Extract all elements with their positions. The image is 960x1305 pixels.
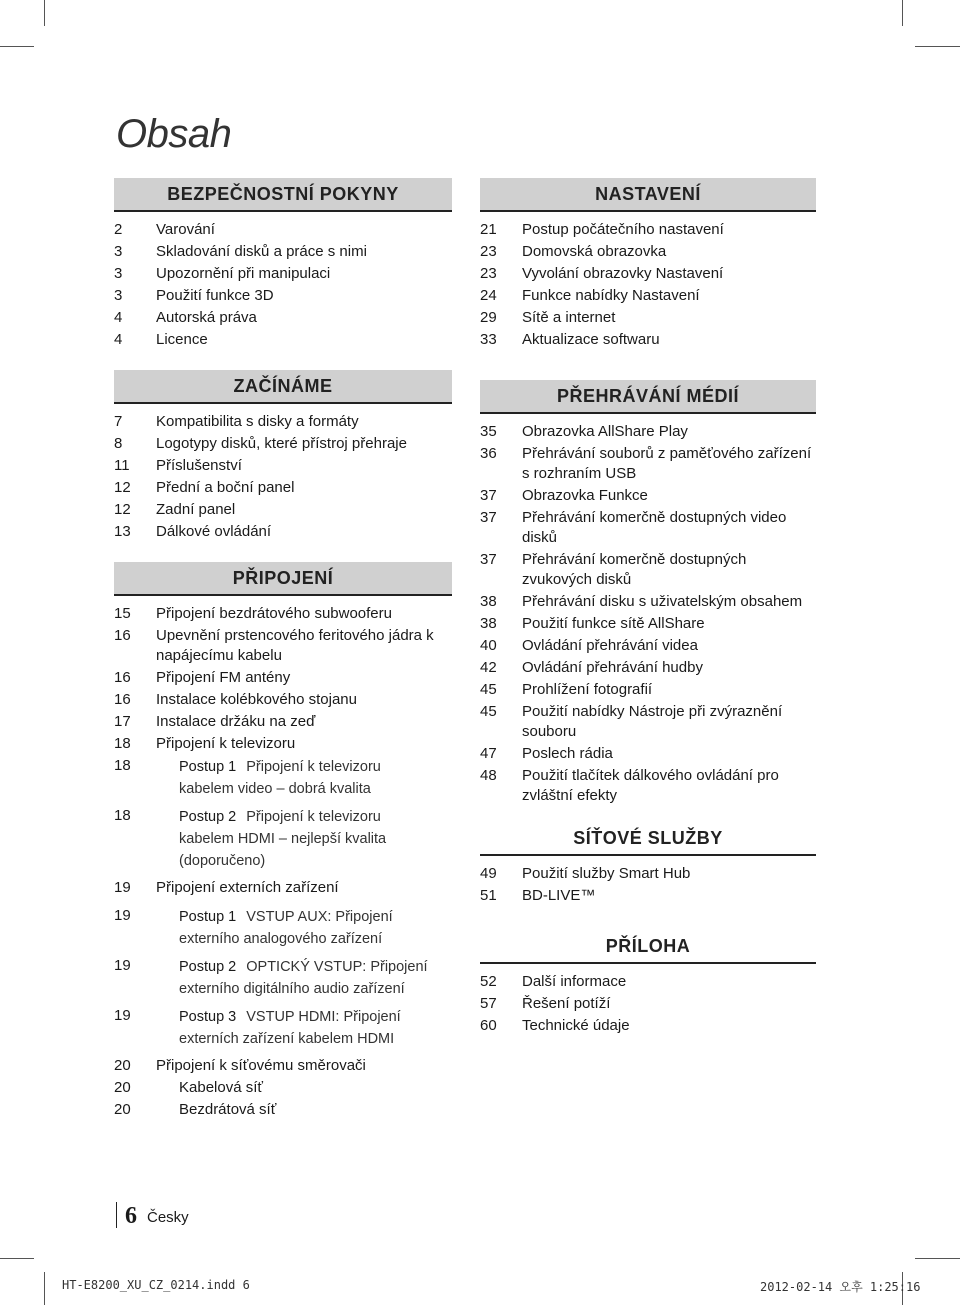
toc-page: 35 [480, 423, 497, 440]
toc-page: 18 [114, 757, 131, 774]
toc-page: 38 [480, 593, 497, 610]
toc-text: Obrazovka AllShare Play [522, 423, 688, 440]
toc-text: BD-LIVE™ [522, 887, 596, 904]
toc-page: 20 [114, 1101, 131, 1118]
toc-entry[interactable] [114, 668, 452, 688]
toc-entry[interactable] [480, 636, 816, 656]
toc-text: Logotypy disků, které přístroj přehraje [156, 435, 407, 452]
toc-entry[interactable] [114, 712, 452, 732]
toc-page: 15 [114, 605, 131, 622]
toc-text: Autorská práva [156, 309, 257, 326]
toc-page: 12 [114, 479, 131, 496]
toc-page: 51 [480, 887, 497, 904]
toc-entry[interactable] [480, 508, 816, 548]
toc-text: Upevnění prstencového feritového jádra k napájecímu kabelu [156, 627, 434, 664]
toc-page: 8 [114, 435, 123, 452]
section-heading-safety: BEZPEČNOSTNÍ POKYNY [114, 178, 452, 212]
step-desc: OPTICKÝ VSTUP: Připojení [246, 959, 428, 975]
toc-text: Bezdrátová síť [179, 1101, 277, 1118]
step-label: Postup 1 [179, 759, 237, 775]
toc-page: 12 [114, 501, 131, 518]
toc-step-entry[interactable] [114, 1006, 452, 1050]
toc-page: 47 [480, 745, 497, 762]
step-desc: externího digitálního audio zařízení [179, 981, 405, 997]
toc-text: Příslušenství [156, 457, 242, 474]
toc-text: Instalace kolébkového stojanu [156, 691, 357, 708]
toc-entry[interactable] [480, 614, 816, 634]
toc-entry[interactable] [114, 308, 452, 328]
toc-page: 19 [114, 879, 131, 896]
toc-text: Další informace [522, 973, 627, 990]
toc-text: Ovládání přehrávání videa [522, 637, 698, 654]
toc-page: 4 [114, 309, 123, 326]
toc-page: 20 [114, 1079, 131, 1096]
toc-entry[interactable] [114, 434, 452, 454]
toc-page: 52 [480, 973, 497, 990]
toc-page: 37 [480, 551, 497, 568]
toc-entry[interactable] [114, 878, 452, 898]
toc-entry[interactable] [480, 592, 816, 612]
toc-text: Přehrávání komerčně dostupných zvukových disků [522, 551, 747, 588]
section-heading-appendix: PŘÍLOHA [480, 930, 816, 964]
toc-text: Aktualizace softwaru [522, 331, 660, 348]
step-label: Postup 2 [179, 959, 237, 975]
language-label: Česky [147, 1209, 189, 1226]
toc-page: 49 [480, 865, 497, 882]
crop-mark [915, 1258, 960, 1259]
section-heading-media-playback: PŘEHRÁVÁNÍ MÉDIÍ [480, 380, 816, 414]
toc-entry[interactable] [114, 242, 452, 262]
toc-page: 38 [480, 615, 497, 632]
section-heading-settings: NASTAVENÍ [480, 178, 816, 212]
toc-text: Ovládání přehrávání hudby [522, 659, 703, 676]
page-title: Obsah [116, 112, 232, 156]
toc-text: Připojení k televizoru [156, 735, 296, 752]
toc-text: Připojení externích zařízení [156, 879, 339, 896]
toc-page: 18 [114, 807, 131, 824]
toc-page: 33 [480, 331, 497, 348]
toc-page: 20 [114, 1057, 131, 1074]
step-desc: kabelem HDMI – nejlepší kvalita [179, 831, 387, 847]
step-label: Postup 1 [179, 909, 237, 925]
toc-page: 21 [480, 221, 497, 238]
toc-text: Sítě a internet [522, 309, 616, 326]
toc-page: 36 [480, 445, 497, 462]
toc-page: 45 [480, 703, 497, 720]
toc-page: 16 [114, 669, 131, 686]
toc-entry[interactable] [114, 456, 452, 476]
toc-entry[interactable] [480, 264, 816, 284]
toc-text: Kabelová síť [179, 1079, 264, 1096]
toc-page: 13 [114, 523, 131, 540]
toc-entry[interactable] [480, 864, 816, 884]
toc-step-entry[interactable] [114, 806, 452, 872]
toc-text: Licence [156, 331, 208, 348]
toc-entry[interactable] [480, 744, 816, 764]
page-number-block [116, 1202, 189, 1228]
step-label: Postup 2 [179, 809, 237, 825]
toc-entry[interactable] [480, 766, 816, 806]
toc-entry[interactable] [114, 264, 452, 284]
toc-entry[interactable] [480, 308, 816, 328]
toc-page: 42 [480, 659, 497, 676]
step-desc: kabelem video – dobrá kvalita [179, 781, 371, 797]
toc-text: Kompatibilita s disky a formáty [156, 413, 359, 430]
toc-page: 29 [480, 309, 497, 326]
toc-page: 3 [114, 243, 123, 260]
toc-text: Použití tlačítek dálkového ovládání pro zvláštní efekty [522, 767, 779, 804]
toc-page: 4 [114, 331, 123, 348]
page-number-divider [116, 1202, 117, 1228]
toc-page: 37 [480, 509, 497, 526]
toc-entry[interactable] [480, 994, 816, 1014]
toc-entry[interactable] [114, 522, 452, 542]
print-footer-file: HT-E8200_XU_CZ_0214.indd 6 [62, 1278, 250, 1292]
toc-page: 45 [480, 681, 497, 698]
toc-entry[interactable] [114, 1100, 452, 1120]
toc-page: 57 [480, 995, 497, 1012]
toc-page: 3 [114, 287, 123, 304]
toc-text: Technické údaje [522, 1017, 630, 1034]
toc-text: Domovská obrazovka [522, 243, 667, 260]
step-desc: externích zařízení kabelem HDMI [179, 1031, 395, 1047]
toc-text: Obrazovka Funkce [522, 487, 648, 504]
toc-text: Instalace držáku na zeď [156, 713, 316, 730]
toc-text: Použití funkce 3D [156, 287, 274, 304]
toc-page: 23 [480, 265, 497, 282]
toc-text: Přehrávání disku s uživatelským obsahem [522, 593, 803, 610]
toc-text: Přední a boční panel [156, 479, 295, 496]
section-heading-getting-started: ZAČÍNÁME [114, 370, 452, 404]
toc-page: 11 [114, 457, 130, 474]
step-desc: (doporučeno) [179, 853, 266, 869]
toc-text: Varování [156, 221, 215, 238]
toc-entry[interactable] [480, 220, 816, 240]
crop-mark [902, 0, 903, 26]
toc-page: 23 [480, 243, 497, 260]
toc-text: Připojení FM antény [156, 669, 291, 686]
toc-entry[interactable] [480, 702, 816, 742]
toc-page: 19 [114, 957, 131, 974]
toc-entry[interactable] [114, 220, 452, 240]
crop-mark [44, 0, 45, 26]
toc-right-column [480, 178, 816, 1038]
step-desc: VSTUP HDMI: Připojení [246, 1009, 401, 1025]
toc-entry[interactable] [480, 444, 816, 484]
section-heading-network-services: SÍŤOVÉ SLUŽBY [480, 822, 816, 856]
toc-entry[interactable] [114, 626, 452, 666]
step-desc: externího analogového zařízení [179, 931, 383, 947]
toc-text: Připojení k síťovému směrovači [156, 1057, 366, 1074]
toc-entry[interactable] [480, 550, 816, 590]
toc-text: Použití služby Smart Hub [522, 865, 691, 882]
toc-page: 3 [114, 265, 123, 282]
toc-page: 24 [480, 287, 497, 304]
section-heading-connections: PŘIPOJENÍ [114, 562, 452, 596]
toc-text: Zadní panel [156, 501, 236, 518]
toc-page: 40 [480, 637, 497, 654]
toc-text: Poslech rádia [522, 745, 613, 762]
toc-text: Přehrávání souborů z paměťového zařízení s rozhraním USB [522, 445, 812, 482]
step-desc: VSTUP AUX: Připojení [246, 909, 393, 925]
toc-entry[interactable] [114, 330, 452, 350]
toc-entry[interactable] [114, 478, 452, 498]
toc-entry[interactable] [480, 680, 816, 700]
crop-mark [44, 1272, 45, 1305]
toc-page: 19 [114, 1007, 131, 1024]
toc-page: 60 [480, 1017, 497, 1034]
crop-mark [0, 46, 34, 47]
toc-entry[interactable] [114, 1078, 452, 1098]
toc-left-column [114, 178, 452, 1122]
crop-mark [915, 46, 960, 47]
toc-entry[interactable] [114, 690, 452, 710]
toc-step-entry[interactable] [114, 756, 452, 800]
toc-entry[interactable] [480, 658, 816, 678]
step-desc: Připojení k televizoru [246, 759, 381, 775]
toc-entry[interactable] [480, 422, 816, 442]
toc-entry[interactable] [114, 412, 452, 432]
toc-entry[interactable] [480, 286, 816, 306]
toc-text: Vyvolání obrazovky Nastavení [522, 265, 724, 282]
toc-entry[interactable] [480, 1016, 816, 1036]
toc-step-entry[interactable] [114, 906, 452, 950]
toc-text: Přehrávání komerčně dostupných video disků [522, 509, 787, 546]
toc-text: Funkce nabídky Nastavení [522, 287, 700, 304]
toc-entry[interactable] [480, 330, 816, 350]
toc-entry[interactable] [114, 1056, 452, 1076]
toc-entry[interactable] [480, 972, 816, 992]
print-footer-timestamp: 2012-02-14 오후 1:25:16 [760, 1280, 921, 1294]
toc-page: 18 [114, 735, 131, 752]
toc-text: Prohlížení fotografií [522, 681, 653, 698]
toc-text: Použití nabídky Nástroje při zvýraznění souboru [522, 703, 783, 740]
step-desc: Připojení k televizoru [246, 809, 381, 825]
crop-mark [0, 1258, 34, 1259]
toc-page: 16 [114, 691, 131, 708]
toc-entry[interactable] [480, 486, 816, 506]
toc-page: 19 [114, 907, 131, 924]
toc-entry[interactable] [114, 604, 452, 624]
step-label: Postup 3 [179, 1009, 237, 1025]
toc-text: Řešení potíží [522, 995, 611, 1012]
toc-entry[interactable] [480, 886, 816, 906]
toc-text: Připojení bezdrátového subwooferu [156, 605, 392, 622]
toc-page: 16 [114, 627, 131, 644]
toc-step-entry[interactable] [114, 956, 452, 1000]
toc-page: 2 [114, 221, 123, 238]
toc-entry[interactable] [480, 242, 816, 262]
toc-text: Postup počátečního nastavení [522, 221, 724, 238]
toc-entry[interactable] [114, 500, 452, 520]
toc-page: 17 [114, 713, 131, 730]
page-number: 6 [125, 1203, 137, 1229]
toc-entry[interactable] [114, 286, 452, 306]
toc-text: Dálkové ovládání [156, 523, 272, 540]
toc-page: 37 [480, 487, 497, 504]
toc-text: Použití funkce sítě AllShare [522, 615, 705, 632]
toc-page: 48 [480, 767, 497, 784]
toc-text: Upozornění při manipulaci [156, 265, 331, 282]
toc-page: 7 [114, 413, 123, 430]
toc-text: Skladování disků a práce s nimi [156, 243, 367, 260]
toc-entry[interactable] [114, 734, 452, 754]
